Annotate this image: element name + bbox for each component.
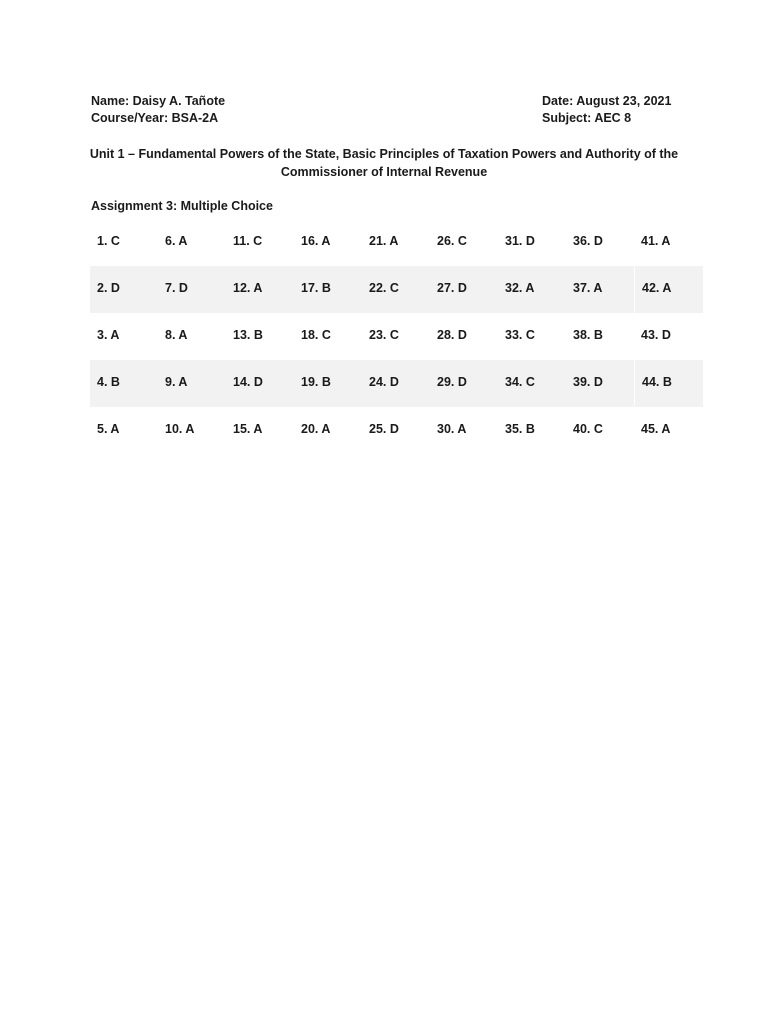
answer-cell: 18. C	[301, 328, 331, 342]
course-year: Course/Year: BSA-2A	[91, 111, 219, 125]
answer-cell: 5. A	[97, 422, 120, 436]
answer-cell: 36. D	[573, 234, 603, 248]
document-header	[91, 93, 677, 129]
assignment-heading: Assignment 3: Multiple Choice	[91, 199, 273, 213]
answer-cell: 6. A	[165, 234, 188, 248]
student-name: Name: Daisy A. Tañote	[91, 94, 226, 108]
submission-date: Date: August 23, 2021	[542, 94, 672, 108]
answer-cell: 9. A	[165, 375, 188, 389]
answer-row	[90, 407, 703, 454]
answer-cell: 23. C	[369, 328, 399, 342]
answer-cell: 4. B	[97, 375, 120, 389]
answer-cell: 22. C	[369, 281, 399, 295]
answer-cell: 15. A	[233, 422, 263, 436]
answer-cell: 14. D	[233, 375, 263, 389]
answer-cell: 43. D	[641, 328, 671, 342]
answer-row	[90, 360, 703, 407]
answer-cell: 25. D	[369, 422, 399, 436]
answer-cell: 32. A	[505, 281, 535, 295]
answer-cell: 34. C	[505, 375, 535, 389]
answer-cell: 19. B	[301, 375, 331, 389]
student-info	[91, 93, 225, 127]
answer-cell: 31. D	[505, 234, 535, 248]
answer-cell: 3. A	[97, 328, 120, 342]
answer-cell: 41. A	[641, 234, 671, 248]
answer-cell: 30. A	[437, 422, 467, 436]
answer-cell: 39. D	[573, 375, 603, 389]
answer-cell: 29. D	[437, 375, 467, 389]
answer-cell: 21. A	[369, 234, 399, 248]
answer-row	[90, 219, 703, 266]
answer-cell: 11. C	[233, 234, 263, 248]
answer-cell: 2. D	[97, 281, 120, 295]
answer-cell: 10. A	[165, 422, 195, 436]
answer-cell: 45. A	[641, 422, 671, 436]
answer-cell: 1. C	[97, 234, 120, 248]
answer-cell: 12. A	[233, 281, 263, 295]
answer-cell: 17. B	[301, 281, 331, 295]
answer-cell: 7. D	[165, 281, 188, 295]
answer-cell: 44. B	[634, 360, 703, 407]
answer-table	[90, 219, 703, 454]
answer-cell: 20. A	[301, 422, 331, 436]
answer-cell: 24. D	[369, 375, 399, 389]
answer-cell: 38. B	[573, 328, 603, 342]
subject: Subject: AEC 8	[542, 111, 632, 125]
answer-cell: 42. A	[634, 266, 703, 313]
submission-info	[542, 93, 671, 127]
unit-title-line-2: Commissioner of Internal Revenue	[280, 165, 488, 179]
answer-cell: 28. D	[437, 328, 467, 342]
answer-cell: 33. C	[505, 328, 535, 342]
unit-title	[70, 145, 698, 181]
answer-row	[90, 313, 703, 360]
unit-title-line-1: Unit 1 – Fundamental Powers of the State, Basic Principles of Taxation Powers and Authority of the	[89, 147, 679, 161]
answer-cell: 8. A	[165, 328, 188, 342]
answer-cell: 27. D	[437, 281, 467, 295]
answer-cell: 37. A	[573, 281, 603, 295]
answer-cell: 40. C	[573, 422, 603, 436]
answer-cell: 26. C	[437, 234, 467, 248]
answer-cell: 16. A	[301, 234, 331, 248]
answer-cell: 13. B	[233, 328, 263, 342]
answer-row	[90, 266, 703, 313]
answer-cell: 35. B	[505, 422, 535, 436]
